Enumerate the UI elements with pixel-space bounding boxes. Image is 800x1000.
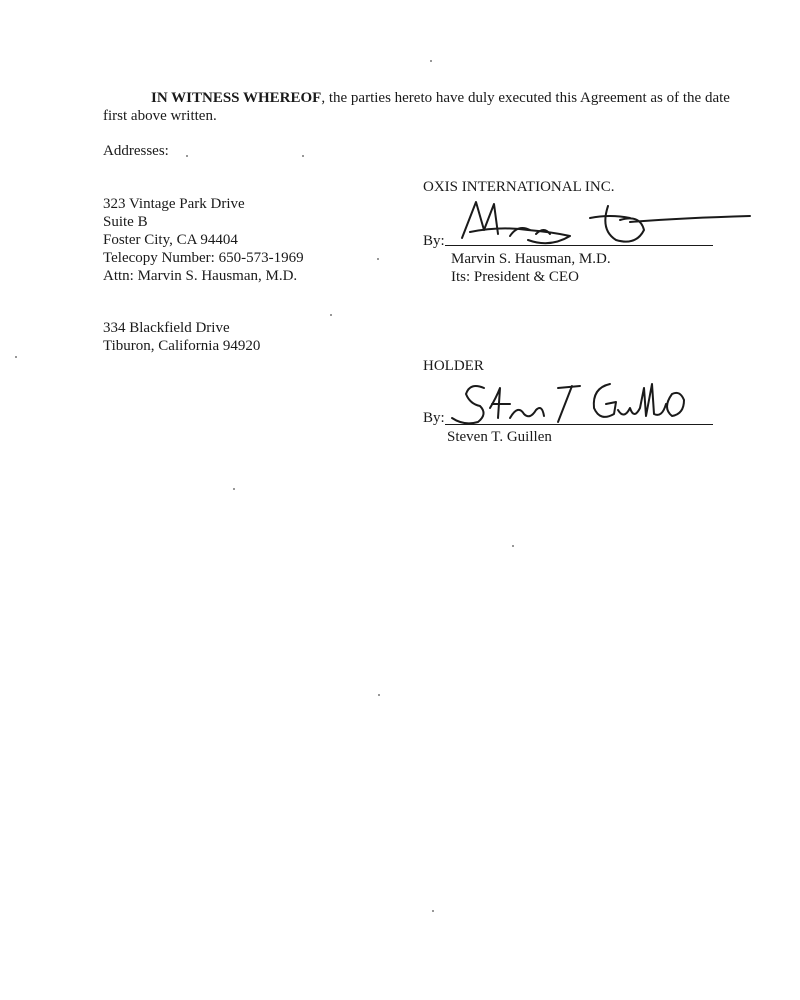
company-signer-title: Its: President & CEO — [451, 269, 579, 285]
scan-speck — [186, 155, 188, 157]
holder-name: HOLDER — [423, 358, 484, 374]
scan-speck — [302, 155, 304, 157]
holder-by-label: By: — [423, 410, 445, 426]
company-name: OXIS INTERNATIONAL INC. — [423, 179, 615, 195]
holder-address — [103, 319, 260, 355]
address-line: Attn: Marvin S. Hausman, M.D. — [103, 268, 298, 284]
witness-text: , the parties hereto have duly executed this Agreement as of the date first above written. — [103, 90, 730, 124]
scan-speck — [430, 60, 432, 62]
witness-clause — [103, 89, 743, 125]
company-by-label: By: — [423, 233, 445, 249]
scan-speck — [432, 910, 434, 912]
address-line: 334 Blackfield Drive — [103, 320, 230, 336]
company-signer-name: Marvin S. Hausman, M.D. — [451, 251, 611, 267]
scan-speck — [330, 314, 332, 316]
company-address — [103, 195, 304, 285]
address-line: Telecopy Number: 650-573-1969 — [103, 250, 304, 266]
scan-speck — [233, 488, 235, 490]
scan-speck — [377, 258, 379, 260]
addresses-label: Addresses: — [103, 143, 169, 159]
address-line: Foster City, CA 94404 — [103, 232, 238, 248]
holder-signer-name: Steven T. Guillen — [447, 429, 552, 445]
scan-speck — [512, 545, 514, 547]
address-line: Tiburon, California 94920 — [103, 338, 261, 354]
scan-speck — [378, 694, 380, 696]
company-signature-image — [440, 196, 760, 256]
address-line: Suite B — [103, 214, 148, 230]
witness-lead: IN WITNESS WHEREOF — [151, 90, 322, 106]
holder-signature-image — [440, 374, 700, 434]
scan-speck — [15, 356, 17, 358]
address-line: 323 Vintage Park Drive — [103, 196, 245, 212]
